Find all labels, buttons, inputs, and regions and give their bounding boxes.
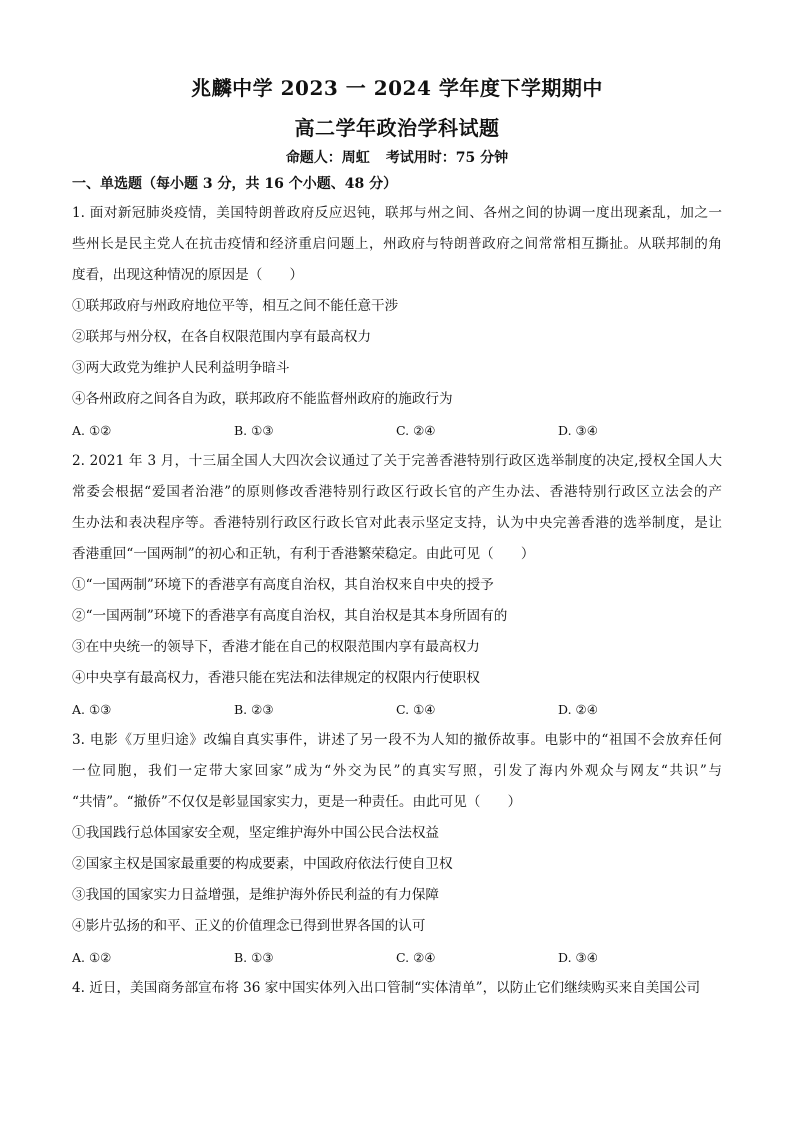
question-text-line: 2. 2021 年 3 月，十三届全国人大四次会议通过了关于完善香港特别行政区选举制度的决定,授权全国人大 bbox=[72, 453, 722, 469]
answer-choice: C. ②④ bbox=[396, 423, 436, 438]
question-text-line: 3. 电影《万里归途》改编自真实事件，讲述了另一段不为人知的撤侨故事。电影中的“祖国不会放弃任何 bbox=[72, 732, 722, 748]
question-text-line: 香港重回“一国两制”的初心和正轨，有利于香港繁荣稳定。由此可见（ ） bbox=[72, 546, 535, 562]
statement-option: ②“一国两制”环境下的香港享有高度自治权，其自治权是其本身所固有的 bbox=[72, 608, 508, 624]
answer-choice: D. ③④ bbox=[558, 423, 598, 438]
answer-choices bbox=[72, 694, 722, 725]
answer-choice: A. ①② bbox=[72, 423, 112, 438]
question-text-line: 些州长是民主党人在抗击疫情和经济重启问题上，州政府与特朗普政府之间常常相互撕扯。从联邦制的角 bbox=[72, 236, 722, 252]
question-2 bbox=[72, 446, 722, 725]
answer-choice: D. ②④ bbox=[558, 702, 598, 717]
statement-option: ③我国的国家实力日益增强，是维护海外侨民利益的有力保障 bbox=[72, 887, 440, 903]
question-text-line: 一位同胞，我们一定带大家回家”成为“外交为民”的真实写照，引发了海内外观众与网友“共识”与 bbox=[72, 763, 722, 779]
question-text-line: 1. 面对新冠肺炎疫情，美国特朗普政府反应迟钝，联邦与州之间、各州之间的协调一度出现紊乱，加之一 bbox=[72, 205, 722, 221]
answer-choice: C. ①④ bbox=[396, 702, 436, 717]
answer-choice: B. ①③ bbox=[234, 423, 274, 438]
question-text-line: 度看，出现这种情况的原因是（ ） bbox=[72, 267, 304, 283]
author-label: 命题人：周虹 bbox=[285, 150, 370, 166]
statement-option: ②联邦与州分权，在各自权限范围内享有最高权力 bbox=[72, 329, 372, 345]
question-4 bbox=[72, 973, 722, 1004]
answer-choice: C. ②④ bbox=[396, 950, 436, 965]
question-list bbox=[72, 198, 722, 1004]
question-text-line: 4. 近日，美国商务部宣布将 36 家中国实体列入出口管制“实体清单”，以防止它们继续购买来自美国公司 bbox=[72, 980, 701, 996]
statement-option: ④中央享有最高权力，香港只能在宪法和法律规定的权限内行使职权 bbox=[72, 670, 480, 686]
exam-subtitle: 高二学年政治学科试题 bbox=[294, 116, 500, 140]
statement-option: ④各州政府之间各自为政，联邦政府不能监督州政府的施政行为 bbox=[72, 391, 453, 407]
answer-choice: B. ①③ bbox=[234, 950, 274, 965]
statement-option: ③在中央统一的领导下，香港才能在自己的权限范围内享有最高权力 bbox=[72, 639, 480, 655]
statement-option: ②国家主权是国家最重要的构成要素，中国政府依法行使自卫权 bbox=[72, 856, 453, 872]
answer-choice: B. ②③ bbox=[234, 702, 274, 717]
statement-option: ①我国践行总体国家安全观，坚定维护海外中国公民合法权益 bbox=[72, 825, 440, 841]
exam-meta bbox=[0, 147, 794, 167]
statement-option: ①联邦政府与州政府地位平等，相互之间不能任意干涉 bbox=[72, 298, 399, 314]
duration-label: 考试用时：75 分钟 bbox=[385, 150, 509, 166]
question-1 bbox=[72, 198, 722, 446]
question-text-line: 常委会根据“爱国者治港”的原则修改香港特别行政区行政长官的产生办法、香港特别行政区立法会的产 bbox=[72, 484, 722, 500]
statement-option: ④影片弘扬的和平、正义的价值理念已得到世界各国的认可 bbox=[72, 918, 426, 934]
question-text-line: “共情”。“撤侨”不仅仅是彰显国家实力，更是一种责任。由此可见（ ） bbox=[72, 794, 522, 810]
question-text-line: 生办法和表决程序等。香港特别行政区行政长官对此表示坚定支持，认为中央完善香港的选举制度，是让 bbox=[72, 515, 722, 531]
exam-title: 兆麟中学 2023 一 2024 学年度下学期期中 bbox=[191, 76, 603, 100]
statement-option: ③两大政党为维护人民利益明争暗斗 bbox=[72, 360, 290, 376]
answer-choice: D. ③④ bbox=[558, 950, 598, 965]
question-3 bbox=[72, 725, 722, 973]
answer-choices bbox=[72, 942, 722, 973]
section-heading: 一、单选题（每小题 3 分，共 16 个小题、48 分） bbox=[72, 176, 398, 192]
statement-option: ①“一国两制”环境下的香港享有高度自治权，其自治权来自中央的授予 bbox=[72, 577, 494, 593]
answer-choices bbox=[72, 415, 722, 446]
answer-choice: A. ①③ bbox=[72, 702, 112, 717]
answer-choice: A. ①② bbox=[72, 950, 112, 965]
